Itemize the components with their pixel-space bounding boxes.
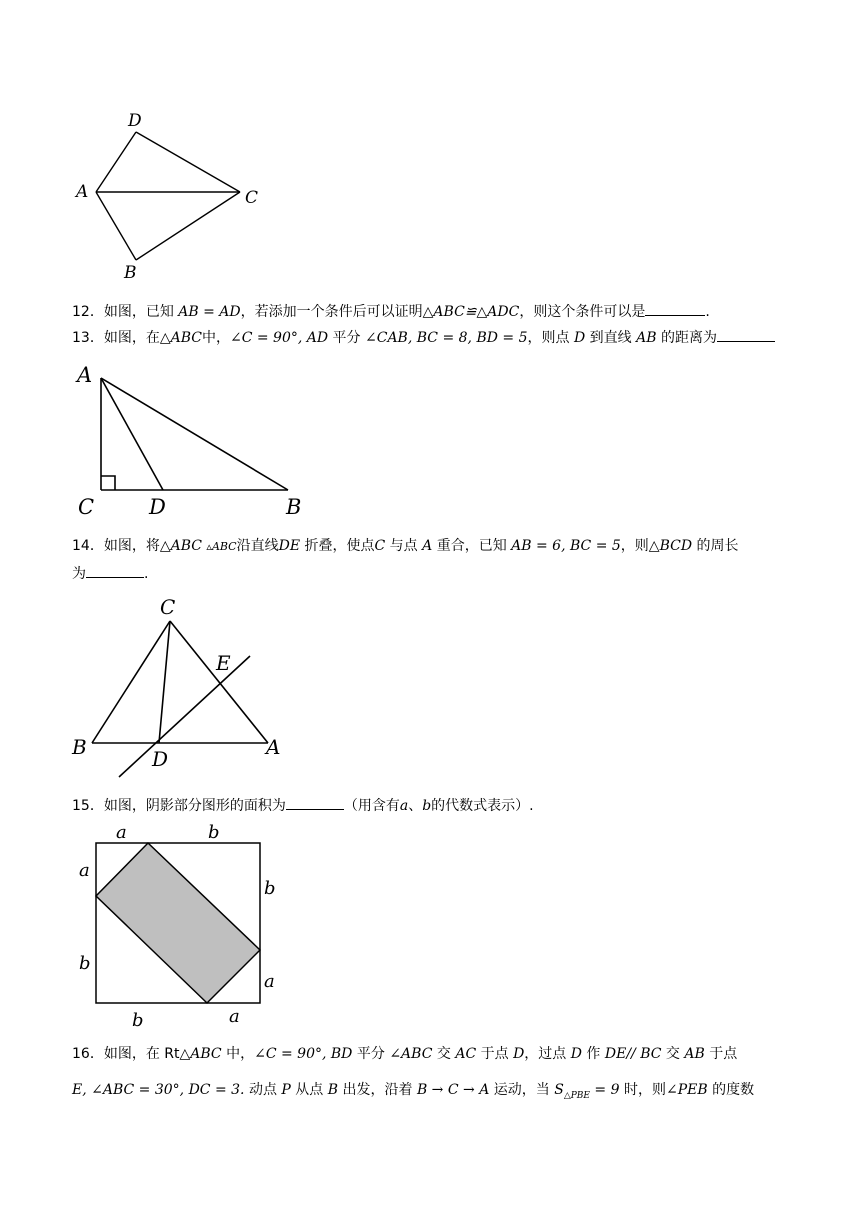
label-left-a: a [79,860,90,881]
segment-AB [96,192,136,260]
math-point: D [570,1046,582,1062]
answer-blank[interactable] [86,563,144,578]
question-text: . [705,304,710,320]
math-area: S [554,1082,564,1098]
label-right-a: a [264,971,275,992]
question-16-line2 [72,1080,754,1106]
question-number: 15． [72,798,104,814]
math-condition: AB = 6, BC = 5 [511,538,621,554]
math-line: AC [455,1046,477,1062]
math-point: D [513,1046,525,1062]
label-top-a: a [116,822,127,843]
question-text: 交 [661,1046,685,1062]
label-C: C [245,188,259,208]
question-text: 中， [201,330,230,346]
math-variable: a [399,798,409,814]
figure-q15-square-shaded [70,822,290,1032]
question-text: 与点 [385,538,423,554]
question-12 [72,301,710,322]
shaded-rectangle [96,843,260,1003]
question-number: 16． [72,1046,104,1062]
label-C: C [160,595,176,619]
answer-blank[interactable] [286,795,344,810]
question-text: 运动，当 [489,1082,555,1098]
label-B: B [72,735,87,759]
answer-blank[interactable] [717,327,775,342]
label-D: D [128,111,142,131]
math-triangle-small: ▵ABC [206,540,237,553]
question-text: 到直线 [585,330,637,346]
math-triangle: △ABC [159,330,202,346]
math-line: DE [278,538,301,554]
label-left-b: b [79,953,91,974]
figure-q14-fold-triangle [70,592,290,782]
math-point: D [573,330,586,346]
math-condition: ∠C = 90°, BD [254,1046,353,1062]
label-top-b: b [208,822,220,843]
label-bottom-b: b [132,1010,144,1031]
math-path: B → C → A [416,1082,490,1098]
math-parallel: DE// BC [604,1046,662,1062]
question-14-line2 [72,563,148,584]
segment-AD [101,378,163,490]
question-text: 时，则 [619,1082,666,1098]
segment-AD [96,132,136,192]
label-A: A [76,182,89,202]
label-D: D [152,747,169,771]
question-text: 折叠，使点 [300,538,375,554]
question-text: 如图，阴影部分图形的面积为 [103,798,286,814]
math-angle: ∠PEB [665,1082,708,1098]
math-line: AB [636,330,657,346]
label-bottom-a: a [229,1006,240,1027]
question-text: 动点 [244,1082,282,1098]
question-text: 重合，已知 [432,538,512,554]
question-text: 沿直线 [236,538,279,554]
label-A: A [77,363,93,387]
math-condition: ∠C = 90°, AD [229,330,329,346]
question-text: ，若添加一个条件后可以证明 [240,304,423,320]
label-D: D [149,495,166,519]
question-text: 作 [581,1046,605,1062]
question-16 [72,1044,737,1064]
label-E: E [216,651,231,675]
question-text: 、 [408,798,423,814]
segment-AB [101,378,288,490]
question-text: 平分 [352,1046,390,1062]
question-text: 交 [432,1046,456,1062]
math-congruence: △ABC≌△ADC [422,304,520,320]
math-point: B [327,1082,339,1098]
question-text: 如图，已知 [103,304,179,320]
question-text: ，过点 [524,1046,571,1062]
math-triangle: △ABC [179,1046,222,1062]
question-number: 13． [72,330,104,346]
question-number: 12． [72,304,104,320]
question-13 [72,327,775,348]
math-point: C [374,538,386,554]
question-text: 为 [72,566,86,582]
math-variable: b [422,798,432,814]
math-point: A [422,538,433,554]
math-area-value: = 9 [589,1082,620,1098]
math-point: P [281,1082,291,1098]
segment-CA [170,621,268,743]
math-triangle: △BCD [648,538,693,554]
segment-BC [136,192,240,260]
segment-BC [92,621,170,743]
label-C: C [78,495,95,519]
segment-CD [159,621,170,743]
question-text: 如图，在 Rt [103,1046,180,1062]
figure-q13-right-triangle [70,358,320,523]
math-condition: E, ∠ABC = 30°, DC = 3. [72,1082,245,1098]
question-text: 平分 [328,330,365,346]
math-line: AB [684,1046,705,1062]
question-text: 从点 [290,1082,328,1098]
question-text: 的距离为 [656,330,717,346]
question-text: ，则这个条件可以是 [519,304,646,320]
question-15 [72,795,534,816]
question-text: 如图，将 [103,538,160,554]
math-condition: ∠CAB, BC = 8, BD = 5 [365,330,528,346]
question-number: 14． [72,538,104,554]
question-text: ，则 [620,538,649,554]
math-area-subscript: △PBE [563,1090,590,1101]
label-B: B [124,263,137,283]
question-text: 出发，沿着 [338,1082,417,1098]
math-condition: AB = AD [178,304,241,320]
question-text: 如图，在 [103,330,160,346]
segment-DC [136,132,240,192]
question-text: 的度数 [707,1082,755,1098]
label-B: B [286,495,302,519]
question-14 [72,536,739,557]
math-angle: ∠ABC [389,1046,433,1062]
question-text: . [144,566,149,582]
right-angle-mark [101,476,115,490]
question-text: 中， [221,1046,255,1062]
label-A: A [266,735,281,759]
question-text: 于点 [704,1046,738,1062]
figure-q12-quadrilateral [70,105,280,285]
question-text: ，则点 [527,330,574,346]
answer-blank[interactable] [645,301,705,316]
math-triangle: △ABC [159,538,202,554]
question-text: 于点 [476,1046,514,1062]
question-text: 的代数式表示）. [431,798,534,814]
question-text: 的周长 [692,538,739,554]
label-right-b: b [264,878,276,899]
question-text: （用含有 [343,798,400,814]
